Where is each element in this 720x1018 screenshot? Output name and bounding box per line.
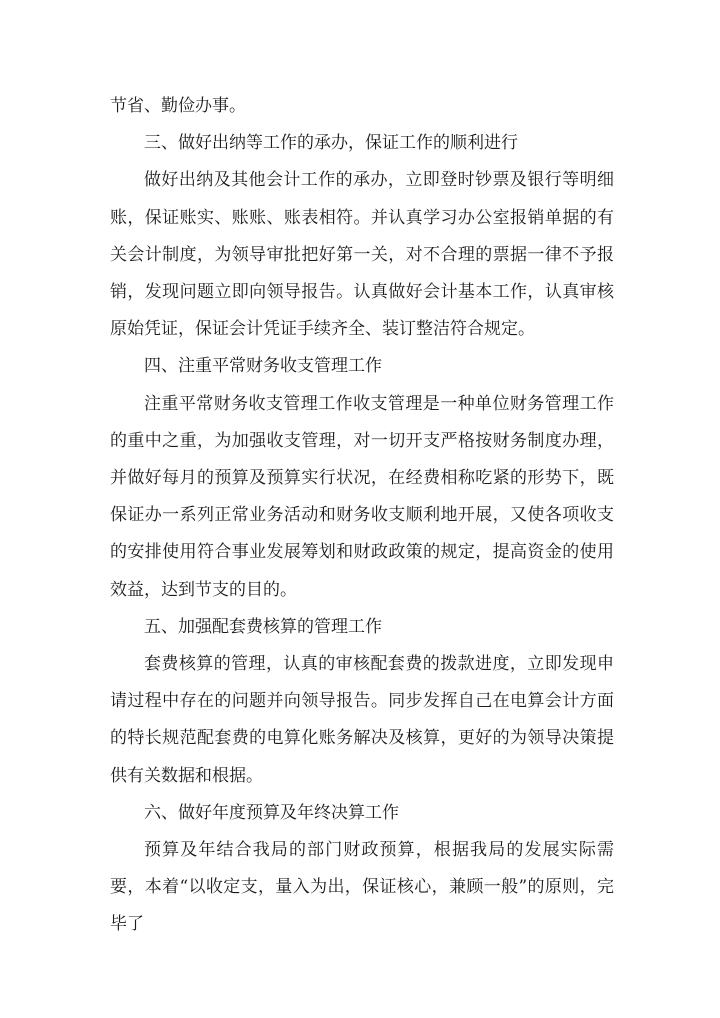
section-heading-5: 五、加强配套费核算的管理工作	[144, 616, 382, 637]
paragraph-annual-budget: 预算及年结合我局的部门财政预算，根据我局的发展实际需要，本着“以收定支，量入为出，保证核心，兼顾一般”的原则，完毕了	[110, 840, 614, 935]
paragraph-continuation: 节省、勤俭办事。	[110, 96, 246, 116]
section-heading-6: 六、做好年度预算及年终决算工作	[144, 802, 399, 823]
paragraph-supporting-fees: 套费核算的管理，认真的审核配套费的拨款进度，立即发现申请过程中存在的问题并向领导报告。同步发挥自己在电算会计方面的特长规范配套费的电算化账务解决及核算，更好的为领导决策提供有关数据和根据。	[110, 654, 614, 786]
document-body	[110, 88, 614, 944]
section-heading-3: 三、做好出纳等工作的承办，保证工作的顺利进行	[144, 133, 518, 154]
paragraph-revenue-expenditure: 注重平常财务收支管理工作收支管理是一种单位财务管理工作的重中之重，为加强收支管理，对一切开支严格按财务制度办理，并做好每月的预算及预算实行状况，在经费相称吃紧的形势下，既保证办一系列正常业务活动和财务收支顺利地开展，又使各项收支的安排使用符合事业发展筹划和财政政策的规定，提高资金的使用效益，达到节支的目的。	[110, 393, 614, 600]
paragraph-cashier-work: 做好出纳及其他会计工作的承办，立即登时钞票及银行等明细账，保证账实、账账、账表相符。并认真学习办公室报销单据的有关会计制度，为领导审批把好第一关，对不合理的票据一律不予报销，发现问题立即向领导报告。认真做好会计基本工作，认真审核原始凭证，保证会计凭证手续齐全、装订整洁符合规定。	[110, 170, 614, 340]
section-heading-4: 四、注重平常财务收支管理工作	[144, 356, 382, 377]
